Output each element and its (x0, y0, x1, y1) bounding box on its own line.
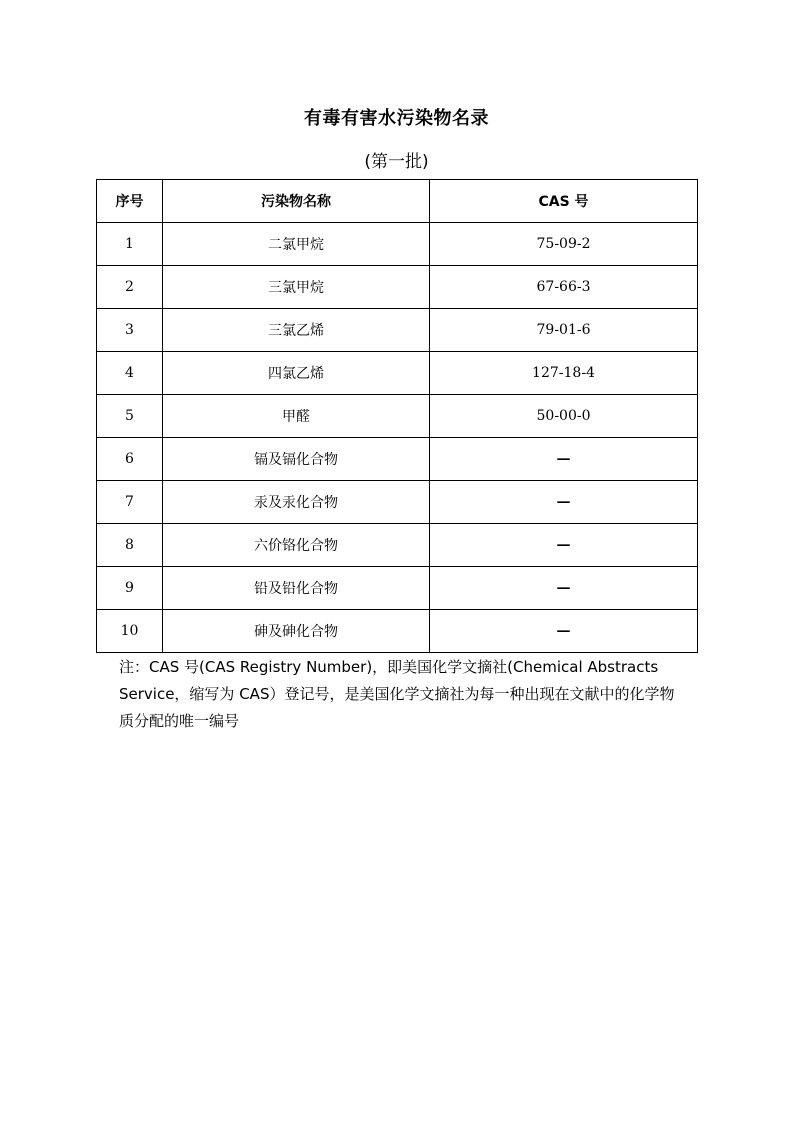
row-number: 5 (97, 395, 163, 438)
row-pollutant-name: 六价铬化合物 (163, 524, 430, 567)
row-number: 1 (97, 223, 163, 266)
row-pollutant-name: 二氯甲烷 (163, 223, 430, 266)
document-subtitle: (第一批) (364, 152, 429, 172)
row-cas-number: 50-00-0 (430, 395, 698, 438)
row-pollutant-name: 汞及汞化合物 (163, 481, 430, 524)
table-row (97, 309, 698, 352)
row-cas-number: — (430, 524, 698, 567)
row-pollutant-name: 甲醛 (163, 395, 430, 438)
row-pollutant-name: 四氯乙烯 (163, 352, 430, 395)
table-row (97, 266, 698, 309)
row-pollutant-name: 铅及铅化合物 (163, 567, 430, 610)
table-row (97, 567, 698, 610)
table-row (97, 610, 698, 653)
table-row (97, 223, 698, 266)
header-pollutant-name: 污染物名称 (163, 180, 430, 223)
row-number: 6 (97, 438, 163, 481)
pollutant-table (96, 179, 698, 653)
row-pollutant-name: 砷及砷化合物 (163, 610, 430, 653)
table-row (97, 352, 698, 395)
footnote: 注：CAS 号(CAS Registry Number)，即美国化学文摘社(Chemical Abstracts Service，缩写为 CAS）登记号，是美国化学文摘社为每一种出现在文献中的化学物质分配的唯一编号 (119, 658, 675, 730)
row-number: 2 (97, 266, 163, 309)
table-row (97, 395, 698, 438)
row-number: 8 (97, 524, 163, 567)
row-number: 10 (97, 610, 163, 653)
row-cas-number: — (430, 438, 698, 481)
row-cas-number: 67-66-3 (430, 266, 698, 309)
row-number: 7 (97, 481, 163, 524)
row-cas-number: — (430, 567, 698, 610)
row-number: 9 (97, 567, 163, 610)
row-pollutant-name: 三氯甲烷 (163, 266, 430, 309)
table-row (97, 481, 698, 524)
row-pollutant-name: 镉及镉化合物 (163, 438, 430, 481)
header-number: 序号 (97, 180, 163, 223)
table-header-row (97, 180, 698, 223)
row-number: 3 (97, 309, 163, 352)
row-cas-number: — (430, 481, 698, 524)
row-cas-number: 79-01-6 (430, 309, 698, 352)
row-cas-number: 75-09-2 (430, 223, 698, 266)
row-cas-number: 127-18-4 (430, 352, 698, 395)
table-row (97, 524, 698, 567)
row-cas-number: — (430, 610, 698, 653)
row-number: 4 (97, 352, 163, 395)
row-pollutant-name: 三氯乙烯 (163, 309, 430, 352)
document-title: 有毒有害水污染物名录 (304, 108, 489, 129)
table-row (97, 438, 698, 481)
header-cas-number: CAS 号 (430, 180, 698, 223)
